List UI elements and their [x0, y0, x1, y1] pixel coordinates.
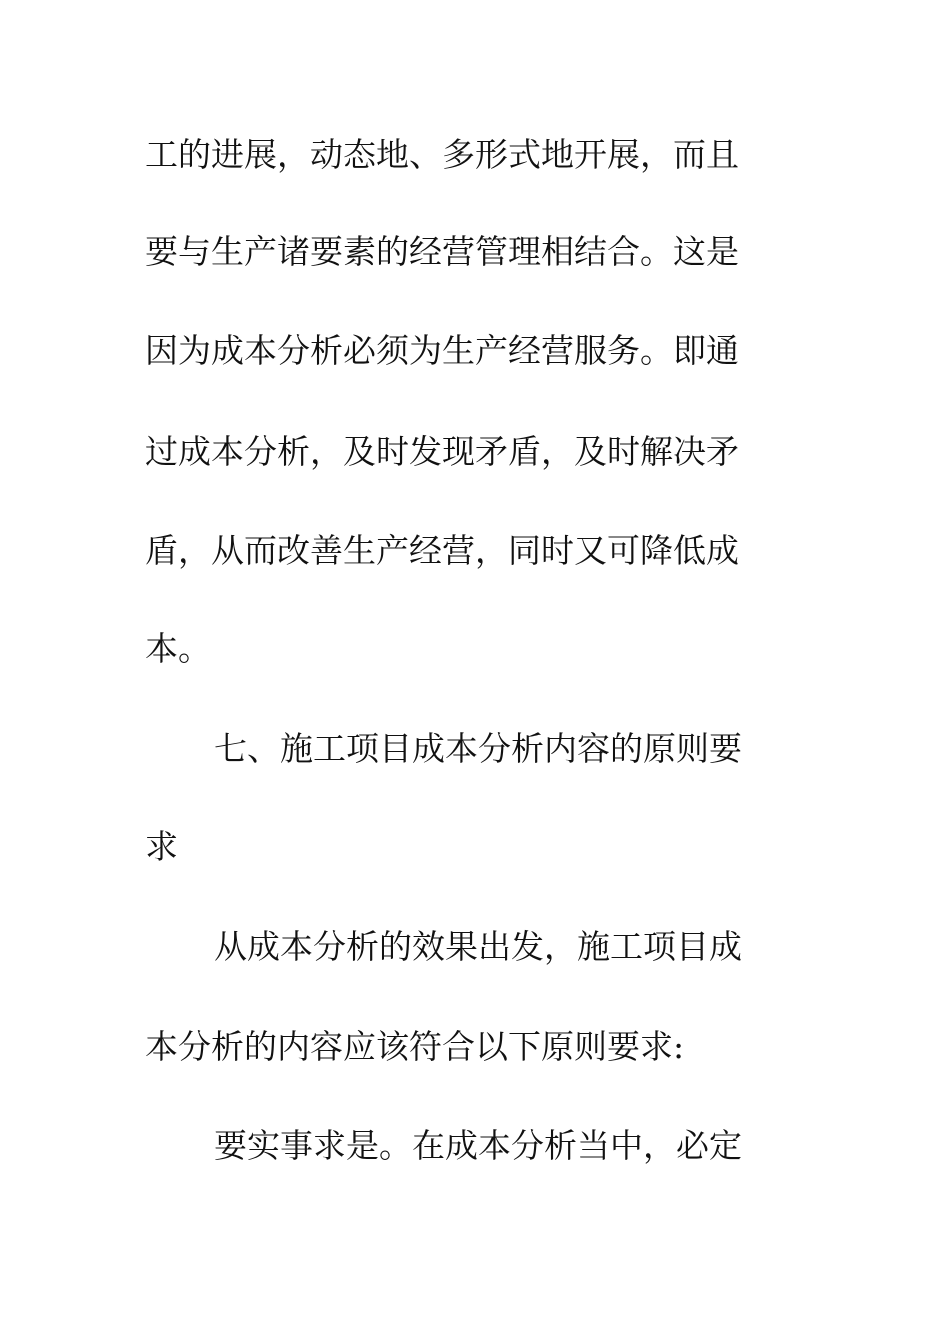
- paragraph-line: 本分析的内容应该符合以下原则要求:: [145, 1027, 685, 1066]
- paragraph-line: 要实事求是。在成本分析当中，必定: [214, 1126, 742, 1165]
- paragraph-line: 要与生产诸要素的经营管理相结合。这是: [145, 232, 739, 271]
- paragraph-line: 过成本分析，及时发现矛盾，及时解决矛: [145, 432, 739, 471]
- paragraph-line: 因为成本分析必须为生产经营服务。即通: [145, 331, 739, 370]
- paragraph-line: 从成本分析的效果出发，施工项目成: [214, 927, 742, 966]
- section-heading-line: 求: [145, 827, 178, 866]
- section-heading-line: 七、施工项目成本分析内容的原则要: [214, 729, 742, 768]
- paragraph-line: 本。: [145, 629, 211, 668]
- paragraph-line: 工的进展，动态地、多形式地开展，而且: [145, 135, 739, 174]
- paragraph-line: 盾，从而改善生产经营，同时又可降低成: [145, 531, 739, 570]
